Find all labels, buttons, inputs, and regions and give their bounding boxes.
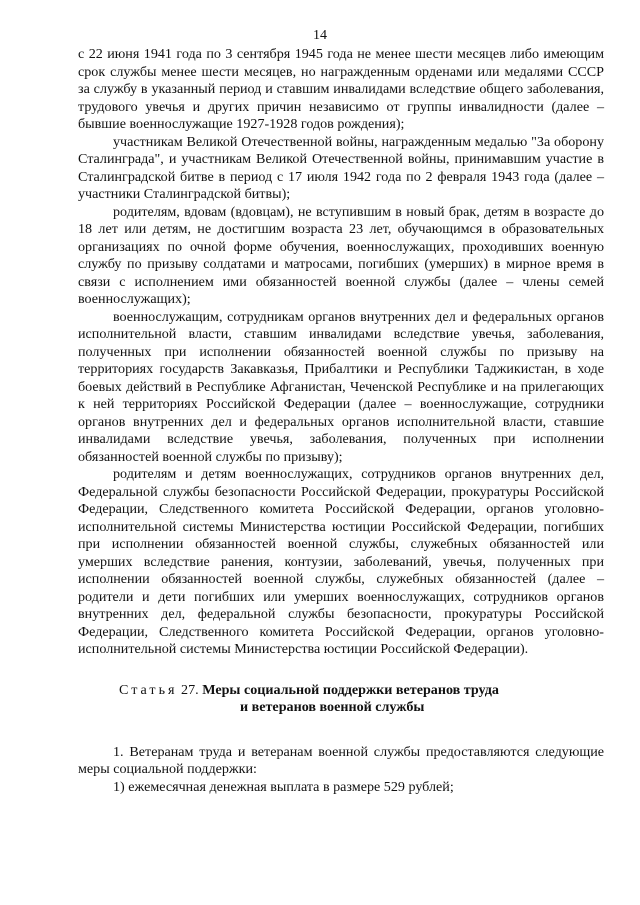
clause-1-item-1: 1) ежемесячная денежная выплата в размере 529 рублей; (113, 778, 454, 795)
paragraph-5: родителям и детям военнослужащих, сотрудников органов внутренних дел, Федеральной службы безопасности Российской Федерации, прокуратуры Российской Федерации, Следственного комитета Российской Федерации, органов уголовно-исполнительной системы Министерства юстиции Российской Федерации, погибших при исполнении обязанностей военной службы, служебных обязанностей или умерших вследствие ранения, контузии, заболеваний, увечья, полученных при исполнении обязанностей военной службы, служебных обязанностей (далее – родители и дети погибших или умерших военнослужащих, сотрудников органов внутренних дел, федеральной службы безопасности, прокуратуры Российской Федерации, Следственного комитета Российской Федерации, органов уголовно-исполнительной системы Министерства юстиции Российской Федерации). (78, 466, 604, 657)
clause-1: 1. Ветеранам труда и ветеранам военной службы предоставляются следующие меры социальной поддержки: (78, 743, 604, 777)
article-heading (78, 682, 604, 717)
page-number: 14 (313, 28, 327, 43)
article-title-line-2: и ветеранов военной службы (240, 699, 425, 715)
article-label: Статья (119, 681, 178, 698)
section-gap (78, 717, 604, 744)
article-number: 27. (181, 681, 199, 698)
article-title-line-1: Меры социальной поддержки ветеранов труда (202, 681, 499, 698)
paragraph-3: родителям, вдовам (вдовцам), не вступившим в новый брак, детям в возрасте до 18 лет или детям, не достигшим возраста 23 лет, обучающимся в образовательных организациях по очной форме обучения, военнослужащих, проходивших военную службу по призыву солдатами и матросами, погибших (умерших) в мирное время в связи с исполнением ими обязанностей военной службы (далее – члены семей военнослужащих); (78, 203, 604, 307)
paragraph-2: участникам Великой Отечественной войны, награжденным медалью "За оборону Сталинграда", и участникам Великой Отечественной войны, принимавшим участие в Сталинградской битве в период с 17 июля 1942 года по 2 февраля 1943 года (далее – участники Сталинградской битвы); (78, 133, 604, 202)
document-body (78, 46, 604, 796)
paragraph-4: военнослужащим, сотрудникам органов внутренних дел и федеральных органов исполнительной власти, ставшим инвалидами вследствие увечья, заболевания, полученных при исполнении обязанностей военной службы по призыву на территориях государств Закавказья, Прибалтики и Республики Таджикистан, в ходе боевых действий в Республике Афганистан, Чеченской Республике и на прилегающих к ней территориях Российской Федерации (далее – военнослужащие, сотрудники органов внутренних дел и федеральных органов исполнительной власти, ставшие инвалидами вследствие увечья, заболевания, полученных при исполнении обязанностей военной службы по призыву); (78, 308, 604, 465)
paragraph-1: с 22 июня 1941 года по 3 сентября 1945 года не менее шести месяцев либо имеющим срок службы менее шести месяцев, но награжденным орденами или медалями СССР за службу в указанный период и ставшим инвалидами вследствие общего заболевания, трудового увечья и других причин независимо от группы инвалидности (далее – бывшие военнослужащие 1927-1928 годов рождения); (78, 46, 604, 132)
